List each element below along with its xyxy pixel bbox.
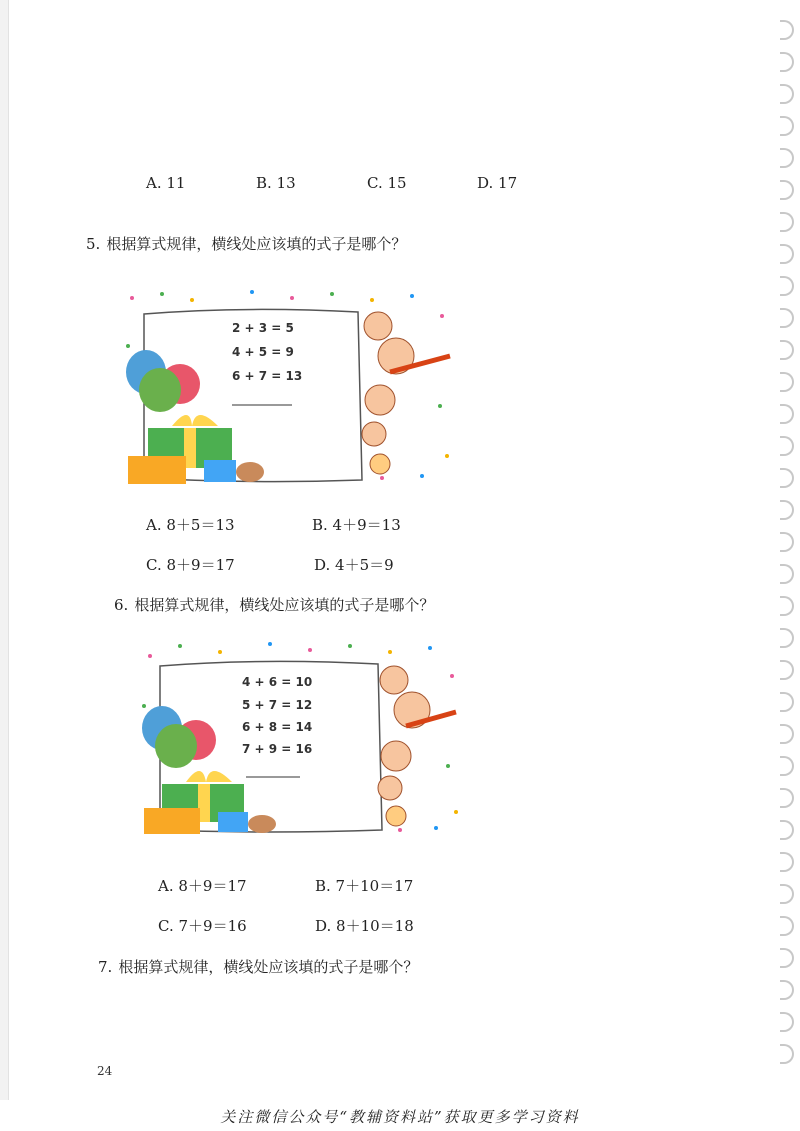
cartoon-children [378, 666, 456, 826]
option-d[interactable]: D. 17 [477, 174, 518, 192]
footer-note: 关注微信公众号“教辅资料站”获取更多学习资料 [220, 1108, 580, 1126]
option-c[interactable]: C. 8＋9＝17 [146, 556, 235, 574]
option-b[interactable]: B. 7＋10＝17 [315, 877, 414, 895]
page-number: 24 [97, 1064, 113, 1078]
option-d[interactable]: D. 4＋5＝9 [314, 556, 394, 574]
option-d[interactable]: D. 8＋10＝18 [315, 917, 414, 935]
option-a[interactable]: A. 8＋5＝13 [146, 516, 235, 534]
equation: 2 + 3 = 5 [232, 321, 294, 335]
question-number: 7. [98, 958, 113, 976]
equation: 4 + 5 = 9 [232, 345, 294, 359]
equation: 7 + 9 = 16 [242, 742, 313, 756]
question-7 [98, 956, 418, 977]
question-text: 根据算式规律，横线处应该填的式子是哪个？ [118, 958, 419, 976]
cartoon-children [362, 312, 450, 474]
equation: 4 + 6 = 10 [242, 675, 313, 689]
question-number: 5. [86, 235, 101, 253]
page-edge [0, 0, 9, 1100]
option-b[interactable]: B. 13 [256, 174, 296, 192]
equation: 5 + 7 = 12 [242, 698, 313, 712]
option-a[interactable]: A. 11 [146, 174, 186, 192]
question-number: 6. [114, 596, 129, 614]
q6-illustration [130, 636, 460, 836]
question-5 [86, 233, 406, 254]
option-c[interactable]: C. 7＋9＝16 [158, 917, 247, 935]
option-b[interactable]: B. 4＋9＝13 [312, 516, 401, 534]
q5-illustration [122, 286, 454, 486]
spiral-binding [776, 20, 800, 1080]
question-6 [114, 594, 434, 615]
equation: 6 + 8 = 14 [242, 720, 313, 734]
question-text: 根据算式规律，横线处应该填的式子是哪个？ [106, 235, 407, 253]
option-a[interactable]: A. 8＋9＝17 [158, 877, 247, 895]
question-text: 根据算式规律，横线处应该填的式子是哪个？ [134, 596, 435, 614]
equation: 6 + 7 = 13 [232, 369, 303, 383]
option-c[interactable]: C. 15 [367, 174, 407, 192]
